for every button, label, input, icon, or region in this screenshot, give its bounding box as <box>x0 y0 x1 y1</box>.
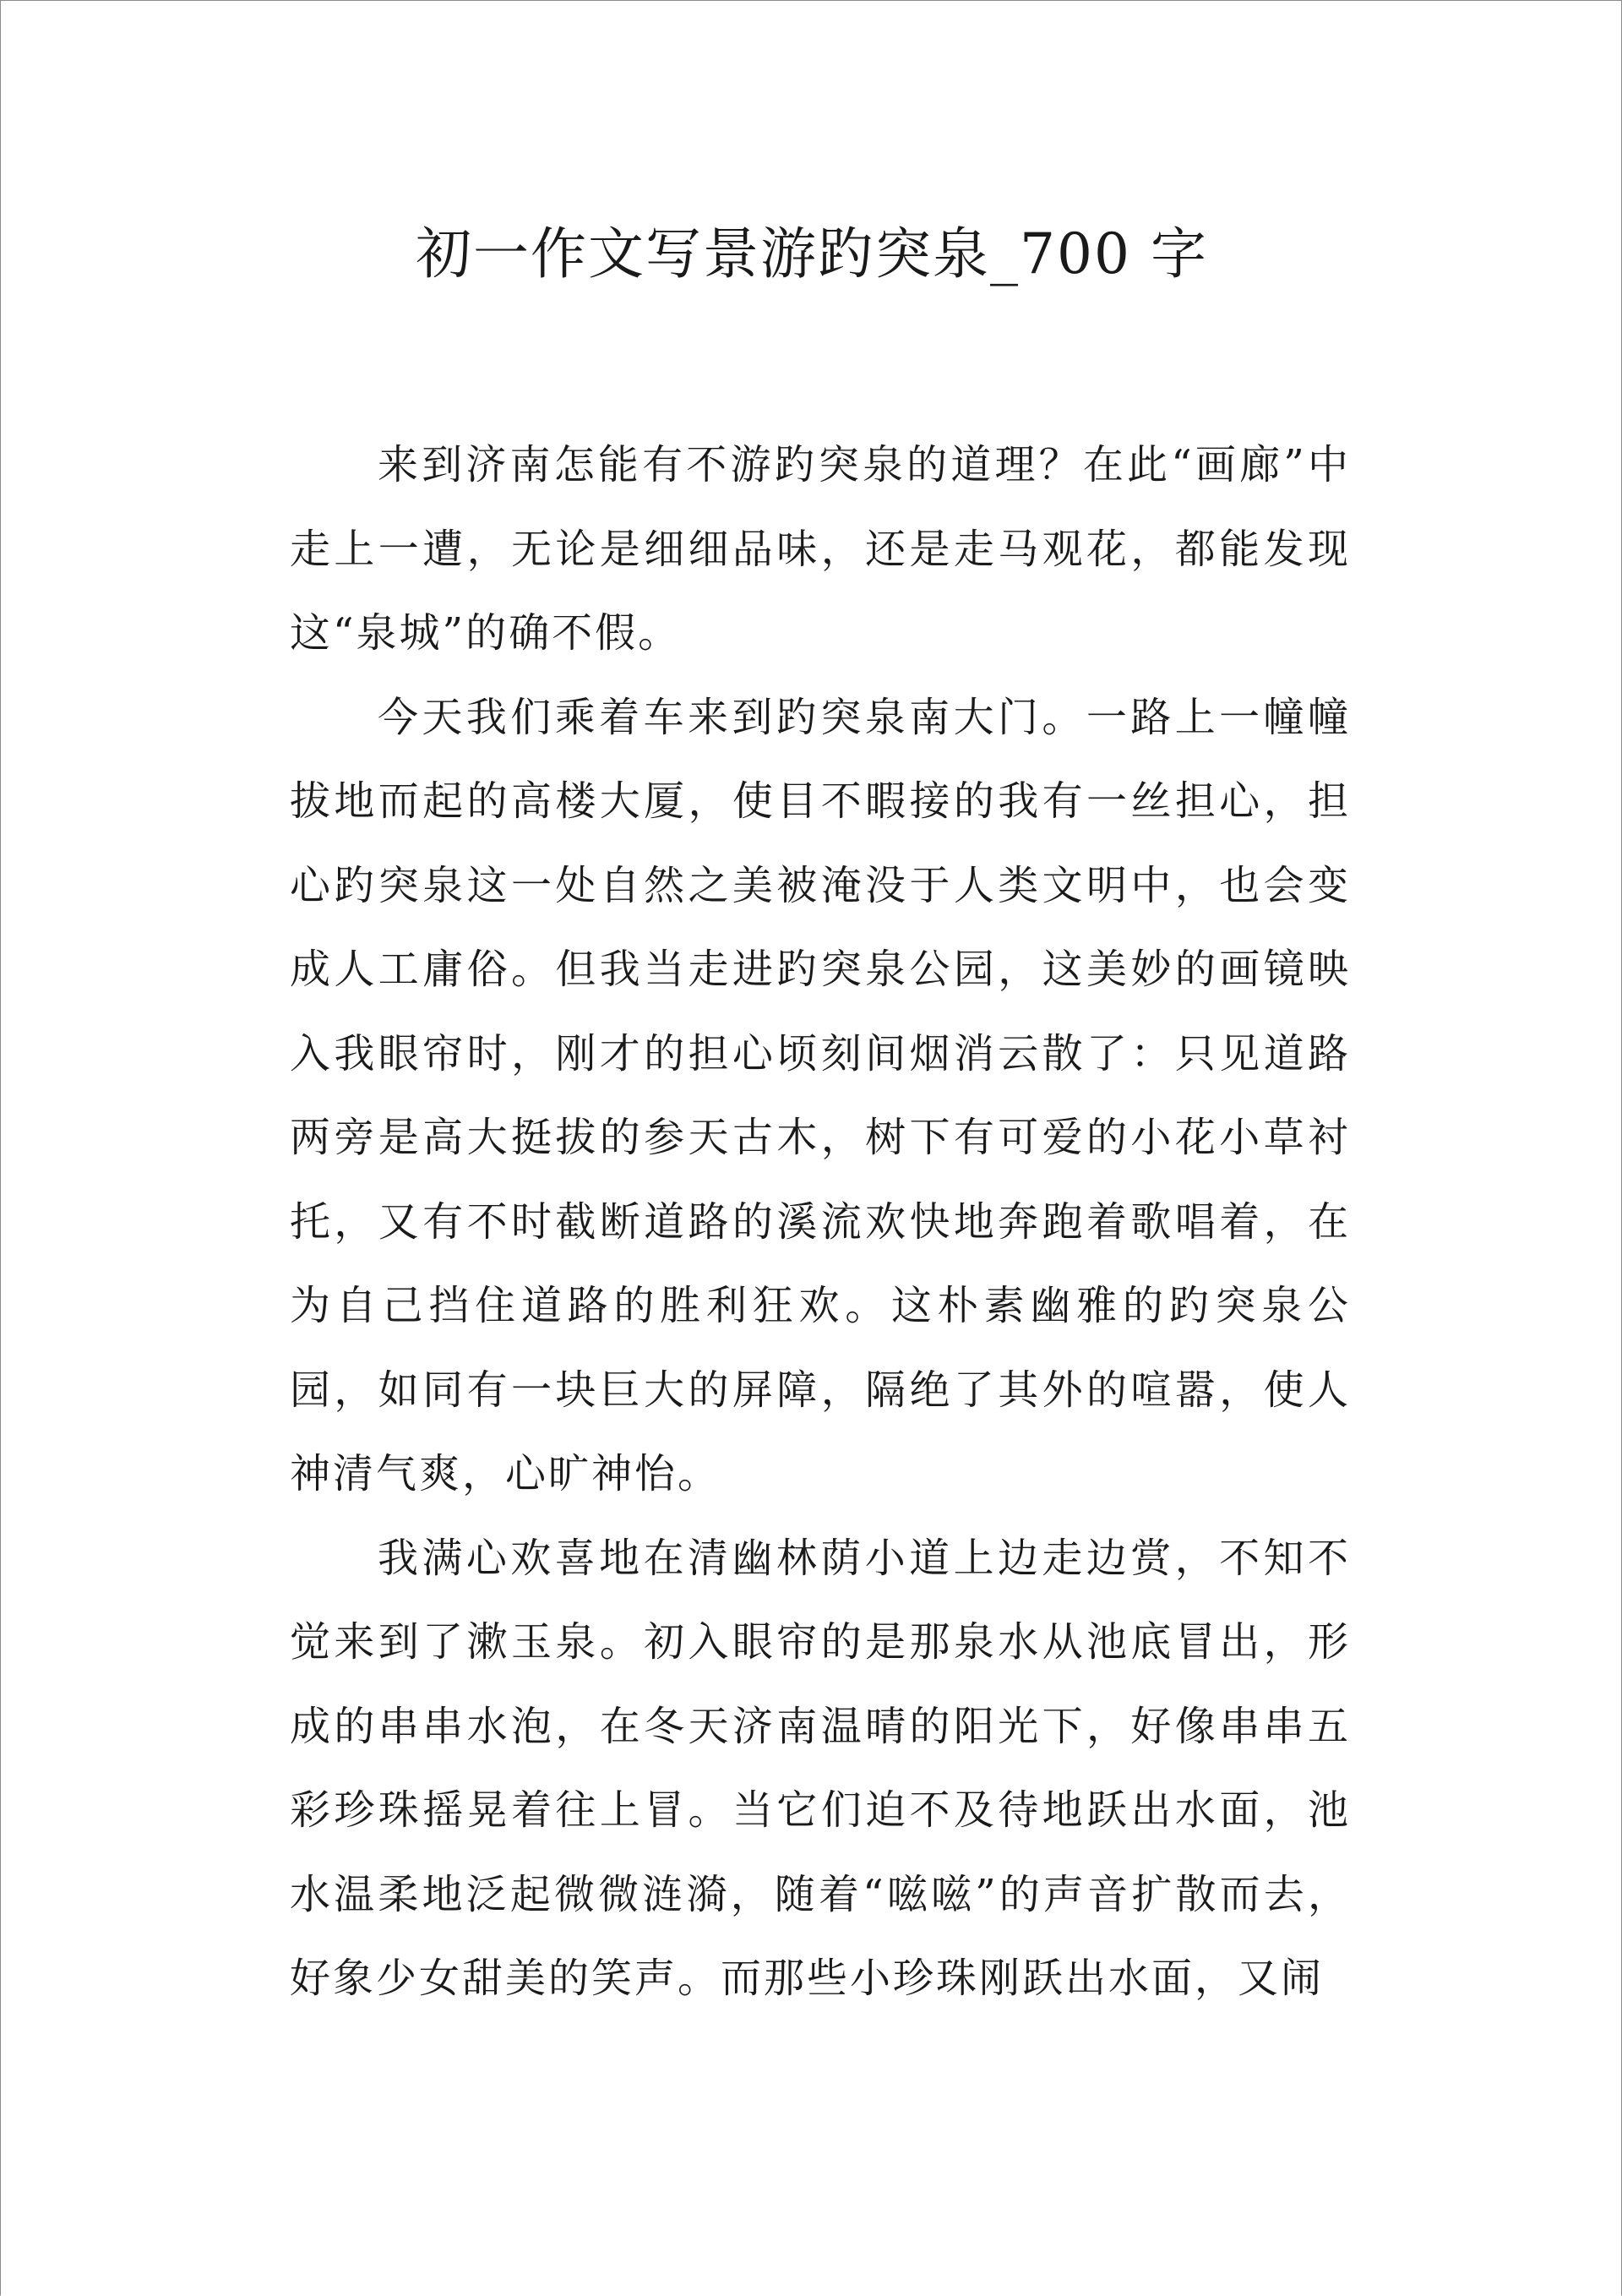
paragraph: 今天我们乘着车来到趵突泉南大门。一路上一幢幢拔地而起的高楼大厦，使目不暇接的我有一丝担心，担心趵突泉这一处自然之美被淹没于人类文明中，也会变成人工庸俗。但我当走进趵突泉公园，这美妙的画镜映入我眼帘时，刚才的担心顷刻间烟消云散了：只见道路两旁是高大挺拔的参天古木，树下有可爱的小花小草衬托，又有不时截断道路的溪流欢快地奔跑着歌唱着，在为自己挡住道路的胜利狂欢。这朴素幽雅的趵突泉公园，如同有一块巨大的屏障，隔绝了其外的喧嚣，使人神清气爽，心旷神怡。 <box>290 693 1351 1497</box>
paragraph: 来到济南怎能有不游趵突泉的道理？在此“画廊”中走上一遭，无论是细细品味，还是走马观花，都能发现这“泉城”的确不假。 <box>290 441 1351 657</box>
paragraph: 我满心欢喜地在清幽林荫小道上边走边赏，不知不觉来到了漱玉泉。初入眼帘的是那泉水从池底冒出，形成的串串水泡，在冬天济南温晴的阳光下，好像串串五彩珍珠摇晃着往上冒。当它们迫不及待地跃出水面，池水温柔地泛起微微涟漪，随着“嗞嗞”的声音扩散而去，好象少女甜美的笑声。而那些小珍珠刚跃出水面，又闹 <box>290 1534 1351 2002</box>
document-body <box>290 423 1351 2021</box>
document-title: 初一作文写景游趵突泉_700 字 <box>416 221 1208 286</box>
